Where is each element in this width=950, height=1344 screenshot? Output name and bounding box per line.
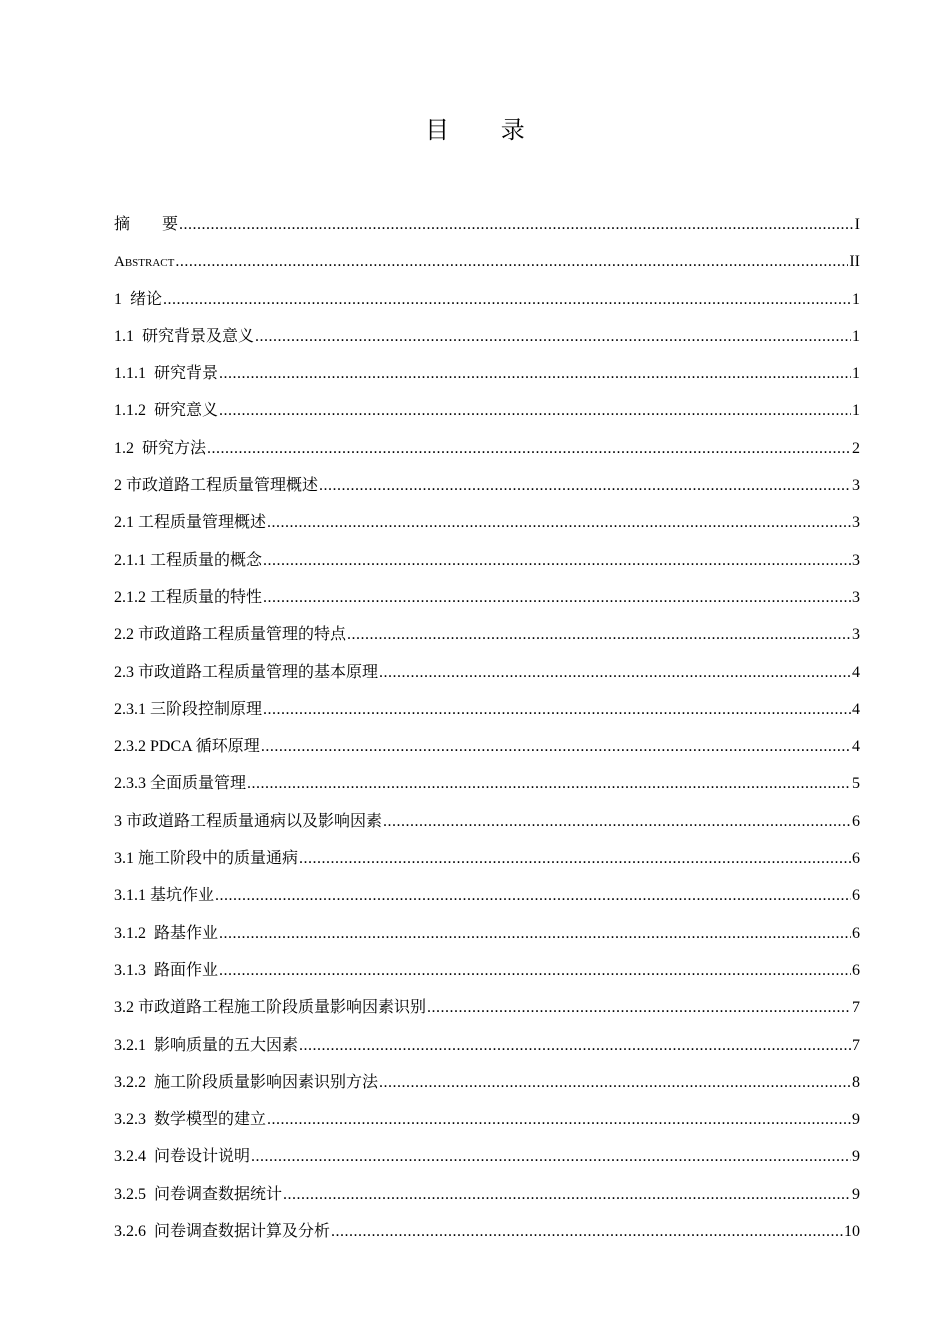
dot-leader: [175, 247, 848, 277]
toc-entry-label: 3.2.2 施工阶段质量影响因素识别方法: [114, 1073, 379, 1091]
toc-entry[interactable]: [114, 434, 860, 471]
toc-entry[interactable]: [114, 1142, 860, 1179]
toc-entry[interactable]: [114, 1180, 860, 1217]
toc-entry-label: 3.2 市政道路工程施工阶段质量影响因素识别: [114, 999, 427, 1017]
toc-entry[interactable]: [114, 285, 860, 322]
dot-leader: [427, 993, 851, 1023]
toc-entry-label: 1.1 研究背景及意义: [114, 327, 255, 345]
toc-entry-page-number: 3: [852, 551, 860, 569]
toc-entry-page-number: II: [849, 253, 860, 271]
dot-leader: [267, 1105, 851, 1135]
toc-entry-page-number: 7: [852, 999, 860, 1017]
toc-entry[interactable]: [114, 583, 860, 620]
toc-entry-label: 3.1.1 基坑作业: [114, 887, 215, 905]
toc-entry-page-number: 1: [852, 290, 860, 308]
toc-entry-page-number: 6: [852, 812, 860, 830]
dot-leader: [255, 322, 851, 352]
dot-leader: [179, 210, 854, 240]
toc-entry-page-number: 9: [852, 1111, 860, 1129]
dot-leader: [215, 881, 851, 911]
toc-entry-page-number: 6: [852, 887, 860, 905]
dot-leader: [219, 359, 851, 389]
toc-entry[interactable]: [114, 620, 860, 657]
toc-entry[interactable]: [114, 769, 860, 806]
dot-leader: [219, 919, 851, 949]
toc-entry-page-number: 10: [844, 1223, 860, 1241]
dot-leader: [383, 807, 851, 837]
toc-entry-page-number: 2: [852, 439, 860, 457]
toc-entry-label: Abstract: [114, 254, 175, 271]
toc-entry-page-number: 6: [852, 961, 860, 979]
toc-entry[interactable]: [114, 1068, 860, 1105]
toc-entry[interactable]: [114, 1031, 860, 1068]
toc-entry-label: 3.2.3 数学模型的建立: [114, 1111, 267, 1129]
toc-entry-page-number: 1: [852, 327, 860, 345]
dot-leader: [247, 769, 851, 799]
dot-leader: [331, 1217, 843, 1247]
toc-entry[interactable]: [114, 247, 860, 284]
toc-entry-label: 2.1.1 工程质量的概念: [114, 551, 263, 569]
toc-entry[interactable]: [114, 919, 860, 956]
dot-leader: [319, 471, 851, 501]
toc-entry-page-number: 3: [852, 626, 860, 644]
toc-entry[interactable]: [114, 658, 860, 695]
toc-entry[interactable]: [114, 322, 860, 359]
dot-leader: [299, 1031, 851, 1061]
toc-entry-label: 2.2 市政道路工程质量管理的特点: [114, 626, 347, 644]
toc-entry-label: 3.2.6 问卷调查数据计算及分析: [114, 1223, 331, 1241]
dot-leader: [299, 844, 851, 874]
toc-entry-page-number: 4: [852, 738, 860, 756]
toc-entry-page-number: 1: [852, 402, 860, 420]
dot-leader: [219, 396, 851, 426]
toc-entry-label: 1 绪论: [114, 290, 163, 308]
toc-entry-page-number: 3: [852, 588, 860, 606]
dot-leader: [219, 956, 851, 986]
dot-leader: [251, 1142, 851, 1172]
toc-entry[interactable]: [114, 881, 860, 918]
toc-entry[interactable]: [114, 396, 860, 433]
toc-entry-page-number: I: [854, 216, 860, 233]
dot-leader: [163, 285, 851, 315]
dot-leader: [263, 695, 851, 725]
dot-leader: [379, 1068, 851, 1098]
toc-entry-label: 2.3 市政道路工程质量管理的基本原理: [114, 663, 379, 681]
toc-entry-label: 2.1 工程质量管理概述: [114, 514, 267, 532]
toc-entry-label: 3.2.4 问卷设计说明: [114, 1148, 251, 1166]
toc-entry-label: 1.1.2 研究意义: [114, 402, 219, 420]
toc-entry[interactable]: [114, 732, 860, 769]
toc-entry-page-number: 8: [852, 1073, 860, 1091]
toc-entry[interactable]: [114, 993, 860, 1030]
toc-entry-label: 1.2 研究方法: [114, 439, 207, 457]
toc-entry[interactable]: [114, 695, 860, 732]
dot-leader: [263, 583, 851, 613]
toc-entry[interactable]: [114, 1105, 860, 1142]
toc-entry[interactable]: [114, 210, 860, 247]
toc-entry[interactable]: [114, 471, 860, 508]
toc-entry-page-number: 9: [852, 1148, 860, 1166]
toc-entry-page-number: 3: [852, 514, 860, 532]
toc-entry[interactable]: [114, 546, 860, 583]
toc-entry-label: 3.1.3 路面作业: [114, 961, 219, 979]
dot-leader: [267, 508, 851, 538]
toc-entry-label: 2.3.1 三阶段控制原理: [114, 700, 263, 718]
dot-leader: [261, 732, 851, 762]
toc-entry-page-number: 5: [852, 775, 860, 793]
toc-entry[interactable]: [114, 1217, 860, 1254]
toc-entry-page-number: 4: [852, 700, 860, 718]
toc-entry-page-number: 9: [852, 1185, 860, 1203]
toc-entry-label: 1.1.1 研究背景: [114, 365, 219, 383]
toc-entry[interactable]: [114, 359, 860, 396]
toc-entry-page-number: 1: [852, 365, 860, 383]
toc-entry-label: 3.2.5 问卷调查数据统计: [114, 1185, 283, 1203]
toc-entry-label: 3.1.2 路基作业: [114, 924, 219, 942]
dot-leader: [347, 620, 851, 650]
toc-entry[interactable]: [114, 956, 860, 993]
dot-leader: [263, 546, 851, 576]
toc-entry-label: 2.3.3 全面质量管理: [114, 775, 247, 793]
toc-entry-label: 3.2.1 影响质量的五大因素: [114, 1036, 299, 1054]
toc-entry-page-number: 4: [852, 663, 860, 681]
toc-entry-label: 3.1 施工阶段中的质量通病: [114, 850, 299, 868]
toc-entry-page-number: 3: [852, 477, 860, 495]
toc-entry-label: 3 市政道路工程质量通病以及影响因素: [114, 812, 383, 830]
dot-leader: [283, 1180, 851, 1210]
toc-entry-label: 2.3.2 PDCA 循环原理: [114, 738, 260, 756]
table-of-contents: [114, 210, 860, 1254]
toc-entry-page-number: 6: [852, 924, 860, 942]
dot-leader: [207, 434, 851, 464]
dot-leader: [379, 658, 851, 688]
toc-entry-page-number: 6: [852, 850, 860, 868]
toc-entry-page-number: 7: [852, 1036, 860, 1054]
toc-entry[interactable]: [114, 508, 860, 545]
toc-entry-label: 2 市政道路工程质量管理概述: [114, 477, 319, 495]
toc-entry[interactable]: [114, 807, 860, 844]
toc-entry-label: 2.1.2 工程质量的特性: [114, 588, 263, 606]
page-title: 目 录: [425, 116, 547, 144]
toc-entry[interactable]: [114, 844, 860, 881]
toc-entry-label: 摘 要: [114, 216, 179, 233]
